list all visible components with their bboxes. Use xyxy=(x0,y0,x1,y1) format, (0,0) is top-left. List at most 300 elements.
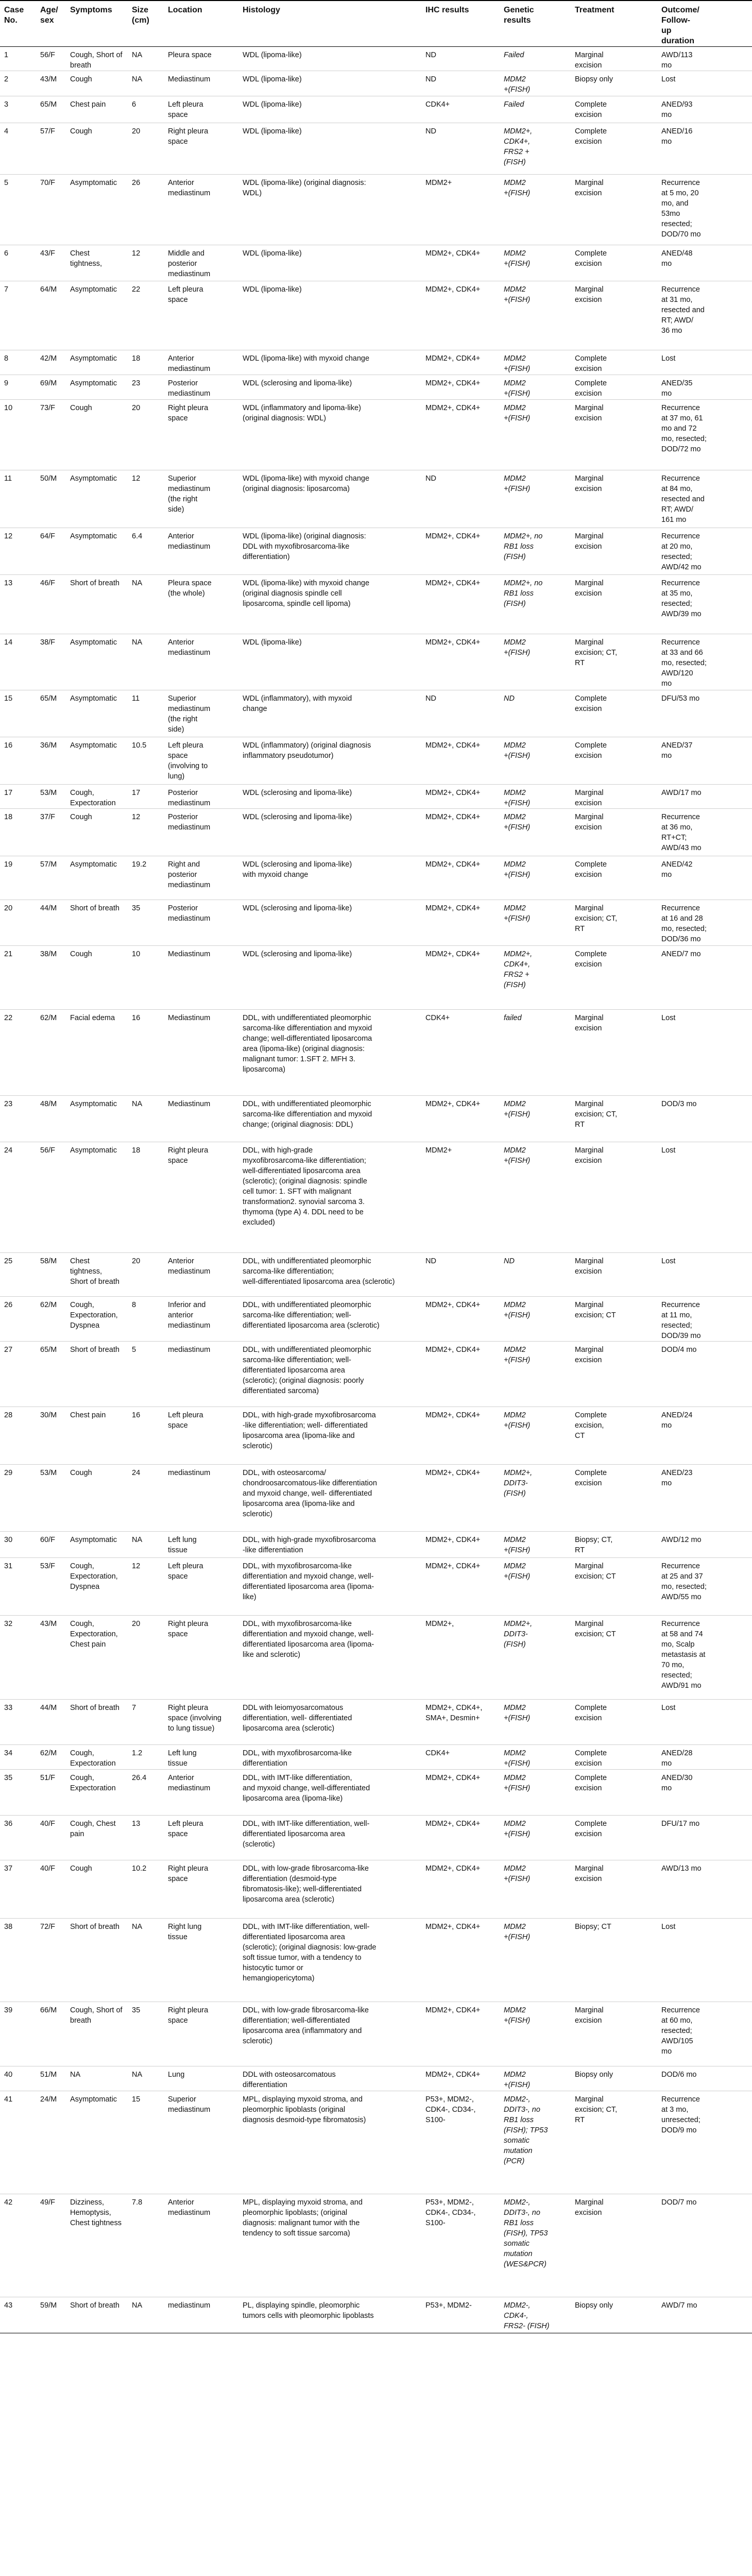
cell-symptoms: Asymptomatic xyxy=(66,2091,128,2194)
cell-treatment: Marginal excision xyxy=(571,1342,657,1407)
cell-ihc: MDM2+, CDK4+ xyxy=(421,1860,500,1919)
cell-size: 20 xyxy=(128,1253,164,1297)
cell-treatment: Marginal excision xyxy=(571,2002,657,2066)
cell-ihc: MDM2+, CDK4+ xyxy=(421,1297,500,1342)
table-row xyxy=(0,785,752,809)
cell-age-sex: 57/M xyxy=(36,856,66,900)
cell-case-no: 4 xyxy=(0,123,36,175)
table-row xyxy=(0,1919,752,2002)
cell-ihc: MDM2+, CDK4+ xyxy=(421,856,500,900)
cell-genetic: MDM2 +(FISH) xyxy=(500,350,571,375)
cell-outcome: ANED/48 mo xyxy=(657,245,752,281)
cell-case-no: 17 xyxy=(0,785,36,809)
cell-case-no: 24 xyxy=(0,1142,36,1253)
cell-outcome: AWD/113 mo xyxy=(657,47,752,71)
cell-treatment: Marginal excision xyxy=(571,1860,657,1919)
cell-ihc: MDM2+, CDK4+ xyxy=(421,2066,500,2091)
cell-genetic: MDM2 +(FISH) xyxy=(500,1142,571,1253)
cell-genetic: MDM2 +(FISH) xyxy=(500,400,571,470)
cell-age-sex: 53/F xyxy=(36,1558,66,1616)
cell-outcome: DOD/6 mo xyxy=(657,2066,752,2091)
header-case-no: Case No. xyxy=(0,1,36,47)
cell-ihc: MDM2+ xyxy=(421,1142,500,1253)
table-row xyxy=(0,2297,752,2333)
cell-histology: WDL (lipoma-like) xyxy=(238,634,421,690)
cell-age-sex: 30/M xyxy=(36,1407,66,1465)
cell-ihc: MDM2+, CDK4+ xyxy=(421,1407,500,1465)
cell-histology: DDL, with undifferentiated pleomorphic sarcoma-like differentiation and myxoid change; well-differentiated liposarcoma area (lipoma-like) (original diagnosis: malignant tumor: 1.SFT 2. MFH 3. liposarcoma) xyxy=(238,1010,421,1096)
cell-age-sex: 53/M xyxy=(36,1465,66,1532)
cell-size: 12 xyxy=(128,1558,164,1616)
cell-treatment: Biopsy only xyxy=(571,71,657,96)
cell-case-no: 30 xyxy=(0,1532,36,1558)
cell-symptoms: Cough xyxy=(66,809,128,856)
cell-outcome: ANED/16 mo xyxy=(657,123,752,175)
cell-ihc: ND xyxy=(421,690,500,737)
cell-ihc: MDM2+, CDK4+ xyxy=(421,785,500,809)
cell-genetic: MDM2 +(FISH) xyxy=(500,175,571,245)
cell-treatment: Complete excision xyxy=(571,1700,657,1745)
cell-treatment: Marginal excision xyxy=(571,281,657,350)
cell-size: 6.4 xyxy=(128,528,164,575)
cell-ihc: MDM2+, CDK4+ xyxy=(421,809,500,856)
cell-size: 10.5 xyxy=(128,737,164,785)
cell-location: Right pleura space xyxy=(164,2002,238,2066)
cell-case-no: 19 xyxy=(0,856,36,900)
cell-symptoms: Cough, Expectoration, Chest pain xyxy=(66,1616,128,1700)
cell-treatment: Complete excision xyxy=(571,350,657,375)
cell-symptoms: Asymptomatic xyxy=(66,175,128,245)
cell-ihc: MDM2+, CDK4+ xyxy=(421,1532,500,1558)
cell-age-sex: 40/F xyxy=(36,1816,66,1860)
cell-symptoms: Chest tightness, xyxy=(66,245,128,281)
cell-location: Anterior mediastinum xyxy=(164,1770,238,1816)
cell-symptoms: Asymptomatic xyxy=(66,690,128,737)
cell-outcome: DOD/7 mo xyxy=(657,2194,752,2297)
table-body xyxy=(0,47,752,2333)
cell-outcome: Lost xyxy=(657,1253,752,1297)
cell-genetic: MDM2 +(FISH) xyxy=(500,2002,571,2066)
cell-histology: DDL, with undifferentiated pleomorphic sarcoma-like differentiation; well- differentiated liposarcoma area (sclerotic); (original diagnosis: poorly differentiated sarcoma) xyxy=(238,1342,421,1407)
cell-treatment: Complete excision xyxy=(571,96,657,123)
cell-histology: DDL, with high-grade myxofibrosarcoma -like differentiation; well- differentiated liposarcoma area (lipoma-like and sclerotic) xyxy=(238,1407,421,1465)
cell-case-no: 5 xyxy=(0,175,36,245)
cell-genetic: MDM2 +(FISH) xyxy=(500,245,571,281)
cell-treatment: Marginal excision; CT, RT xyxy=(571,1096,657,1142)
cell-genetic: MDM2 +(FISH) xyxy=(500,71,571,96)
cell-size: NA xyxy=(128,575,164,634)
cell-histology: DDL, with IMT-like differentiation, and myxoid change, well-differentiated liposarcoma area (lipoma-like) xyxy=(238,1770,421,1816)
cell-histology: DDL, with undifferentiated pleomorphic sarcoma-like differentiation; well- differentiated liposarcoma area (sclerotic) xyxy=(238,1297,421,1342)
cell-genetic: ND xyxy=(500,690,571,737)
cell-outcome: DOD/3 mo xyxy=(657,1096,752,1142)
cell-genetic: MDM2 +(FISH) xyxy=(500,634,571,690)
cell-location: Left pleura space xyxy=(164,1558,238,1616)
cell-outcome: Lost xyxy=(657,1010,752,1096)
cell-age-sex: 36/M xyxy=(36,737,66,785)
cell-size: 26.4 xyxy=(128,1770,164,1816)
cell-genetic: MDM2 +(FISH) xyxy=(500,1700,571,1745)
cell-treatment: Complete excision, CT xyxy=(571,1407,657,1465)
cell-outcome: ANED/23 mo xyxy=(657,1465,752,1532)
table-row xyxy=(0,1745,752,1770)
cell-symptoms: Short of breath xyxy=(66,575,128,634)
cell-histology: DDL, with undifferentiated pleomorphic sarcoma-like differentiation; well-differentiated liposarcoma area (sclerotic) xyxy=(238,1253,421,1297)
cell-location: Posterior mediastinum xyxy=(164,809,238,856)
table-row xyxy=(0,575,752,634)
cell-size: 12 xyxy=(128,809,164,856)
cell-location: Mediastinum xyxy=(164,71,238,96)
cell-age-sex: 43/M xyxy=(36,1616,66,1700)
cell-case-no: 13 xyxy=(0,575,36,634)
cell-genetic: MDM2 +(FISH) xyxy=(500,1297,571,1342)
cell-symptoms: Asymptomatic xyxy=(66,350,128,375)
cell-ihc: MDM2+, CDK4+ xyxy=(421,281,500,350)
cell-symptoms: Facial edema xyxy=(66,1010,128,1096)
cell-histology: DDL with osteosarcomatous differentiation xyxy=(238,2066,421,2091)
cell-location: Pleura space (the whole) xyxy=(164,575,238,634)
table-row xyxy=(0,2194,752,2297)
cell-size: 18 xyxy=(128,1142,164,1253)
cell-ihc: MDM2+, CDK4+ xyxy=(421,900,500,946)
cell-ihc: MDM2+, CDK4+ xyxy=(421,1342,500,1407)
cell-location: Posterior mediastinum xyxy=(164,785,238,809)
cell-location: Anterior mediastinum xyxy=(164,528,238,575)
header-histology: Histology xyxy=(238,1,421,47)
cell-ihc: MDM2+, CDK4+ xyxy=(421,1096,500,1142)
table-row xyxy=(0,1010,752,1096)
cell-location: Left pleura space xyxy=(164,1407,238,1465)
cell-histology: DDL, with osteosarcoma/ chondroosarcomatous-like differentiation and myxoid change, well- differentiated liposarcoma area (lipoma-like and sclerotic) xyxy=(238,1465,421,1532)
cell-treatment: Marginal excision; CT, RT xyxy=(571,2091,657,2194)
cell-outcome: Recurrence at 5 mo, 20 mo, and 53mo resected; DOD/70 mo xyxy=(657,175,752,245)
cell-genetic: MDM2 +(FISH) xyxy=(500,1558,571,1616)
cell-genetic: failed xyxy=(500,1010,571,1096)
cell-histology: WDL (sclerosing and lipoma-like) xyxy=(238,375,421,400)
cell-size: NA xyxy=(128,1096,164,1142)
cell-symptoms: Cough, Short of breath xyxy=(66,47,128,71)
cell-symptoms: Asymptomatic xyxy=(66,470,128,528)
cell-symptoms: Asymptomatic xyxy=(66,634,128,690)
cell-symptoms: Cough, Expectoration, Dyspnea xyxy=(66,1297,128,1342)
cell-location: Posterior mediastinum xyxy=(164,900,238,946)
cell-location: Right and posterior mediastinum xyxy=(164,856,238,900)
cell-location: Mediastinum xyxy=(164,1096,238,1142)
table-row xyxy=(0,175,752,245)
table-row xyxy=(0,809,752,856)
cell-treatment: Marginal excision xyxy=(571,809,657,856)
cell-outcome: Lost xyxy=(657,71,752,96)
cell-histology: WDL (lipoma-like) with myxoid change xyxy=(238,350,421,375)
cell-ihc: CDK4+ xyxy=(421,96,500,123)
cell-histology: DDL, with IMT-like differentiation, well- differentiated liposarcoma area (sclerotic) xyxy=(238,1816,421,1860)
cell-location: Superior mediastinum (the right side) xyxy=(164,470,238,528)
cell-location: Anterior mediastinum xyxy=(164,2194,238,2297)
cell-ihc: P53+, MDM2-, CDK4-, CD34-, S100- xyxy=(421,2091,500,2194)
cell-genetic: MDM2 +(FISH) xyxy=(500,1407,571,1465)
cell-age-sex: 64/M xyxy=(36,281,66,350)
header-row xyxy=(0,1,752,47)
cell-outcome: Recurrence at 25 and 37 mo, resected; AWD/55 mo xyxy=(657,1558,752,1616)
cell-location: Right pleura space xyxy=(164,123,238,175)
cell-outcome: AWD/17 mo xyxy=(657,785,752,809)
cell-treatment: Biopsy; CT xyxy=(571,1919,657,2002)
cell-histology: WDL (lipoma-like) with myxoid change (original diagnosis spindle cell liposarcoma, spindle cell lipoma) xyxy=(238,575,421,634)
cell-ihc: CDK4+ xyxy=(421,1745,500,1770)
cell-location: Right pleura space xyxy=(164,400,238,470)
cell-symptoms: Cough xyxy=(66,1860,128,1919)
cell-case-no: 1 xyxy=(0,47,36,71)
cell-histology: DDL, with undifferentiated pleomorphic sarcoma-like differentiation and myxoid change; (original diagnosis: DDL) xyxy=(238,1096,421,1142)
cell-ihc: MDM2+, CDK4+ xyxy=(421,575,500,634)
cell-case-no: 34 xyxy=(0,1745,36,1770)
cell-ihc: MDM2+, xyxy=(421,1616,500,1700)
cell-outcome: Recurrence at 58 and 74 mo, Scalp metastasis at 70 mo, resected; AWD/91 mo xyxy=(657,1616,752,1700)
cell-histology: DDL, with low-grade fibrosarcoma-like differentiation; well-differentiated liposarcoma area (inflammatory and sclerotic) xyxy=(238,2002,421,2066)
cell-age-sex: 57/F xyxy=(36,123,66,175)
cell-symptoms: Cough, Expectoration xyxy=(66,1745,128,1770)
cell-outcome: Recurrence at 11 mo, resected; DOD/39 mo xyxy=(657,1297,752,1342)
cell-location: Right pleura space (involving to lung tissue) xyxy=(164,1700,238,1745)
cell-genetic: MDM2 +(FISH) xyxy=(500,1816,571,1860)
table-row xyxy=(0,1407,752,1465)
cell-symptoms: Asymptomatic xyxy=(66,1142,128,1253)
header-size: Size (cm) xyxy=(128,1,164,47)
cell-outcome: Recurrence at 20 mo, resected; AWD/42 mo xyxy=(657,528,752,575)
cell-case-no: 40 xyxy=(0,2066,36,2091)
cell-age-sex: 65/M xyxy=(36,1342,66,1407)
cell-histology: WDL (sclerosing and lipoma-like) xyxy=(238,785,421,809)
cell-genetic: MDM2+, CDK4+, FRS2 + (FISH) xyxy=(500,123,571,175)
cell-ihc: ND xyxy=(421,470,500,528)
cell-treatment: Marginal excision xyxy=(571,1142,657,1253)
cell-outcome: AWD/12 mo xyxy=(657,1532,752,1558)
cell-location: Left lung tissue xyxy=(164,1532,238,1558)
cell-treatment: Complete excision xyxy=(571,1770,657,1816)
cell-treatment: Marginal excision xyxy=(571,2194,657,2297)
cell-size: 24 xyxy=(128,1465,164,1532)
cell-treatment: Complete excision xyxy=(571,1465,657,1532)
cell-case-no: 26 xyxy=(0,1297,36,1342)
cell-size: 18 xyxy=(128,350,164,375)
cell-outcome: ANED/93 mo xyxy=(657,96,752,123)
cell-age-sex: 70/F xyxy=(36,175,66,245)
cell-outcome: Recurrence at 36 mo, RT+CT; AWD/43 mo xyxy=(657,809,752,856)
cell-case-no: 27 xyxy=(0,1342,36,1407)
cell-genetic: ND xyxy=(500,1253,571,1297)
cell-symptoms: Asymptomatic xyxy=(66,375,128,400)
cell-symptoms: Cough, Expectoration xyxy=(66,1770,128,1816)
cell-treatment: Marginal excision xyxy=(571,1010,657,1096)
cell-age-sex: 62/M xyxy=(36,1297,66,1342)
cell-ihc: P53+, MDM2-, CDK4-, CD34-, S100- xyxy=(421,2194,500,2297)
cell-histology: WDL (inflammatory) (original diagnosis inflammatory pseudotumor) xyxy=(238,737,421,785)
cell-location: Right pleura space xyxy=(164,1860,238,1919)
cell-treatment: Marginal excision; CT xyxy=(571,1558,657,1616)
cell-outcome: ANED/24 mo xyxy=(657,1407,752,1465)
cell-outcome: DFU/53 mo xyxy=(657,690,752,737)
cell-histology: MPL, displaying myxoid stroma, and pleomorphic lipoblasts (original diagnosis desmoid-type fibromatosis) xyxy=(238,2091,421,2194)
cell-genetic: MDM2 +(FISH) xyxy=(500,1745,571,1770)
cell-genetic: Failed xyxy=(500,96,571,123)
cell-age-sex: 64/F xyxy=(36,528,66,575)
cell-size: 7 xyxy=(128,1700,164,1745)
cell-case-no: 37 xyxy=(0,1860,36,1919)
cell-symptoms: Asymptomatic xyxy=(66,528,128,575)
table-row xyxy=(0,690,752,737)
header-genetic: Genetic results xyxy=(500,1,571,47)
cell-size: 6 xyxy=(128,96,164,123)
cell-case-no: 35 xyxy=(0,1770,36,1816)
cell-age-sex: 43/M xyxy=(36,71,66,96)
cell-outcome: Lost xyxy=(657,1142,752,1253)
table-row xyxy=(0,1253,752,1297)
table-row xyxy=(0,350,752,375)
cell-case-no: 23 xyxy=(0,1096,36,1142)
header-location: Location xyxy=(164,1,238,47)
cell-treatment: Marginal excision xyxy=(571,47,657,71)
cell-symptoms: Short of breath xyxy=(66,2297,128,2333)
cell-size: 15 xyxy=(128,2091,164,2194)
cell-case-no: 43 xyxy=(0,2297,36,2333)
cell-outcome: ANED/37 mo xyxy=(657,737,752,785)
table-row xyxy=(0,2066,752,2091)
cell-treatment: Marginal excision xyxy=(571,1253,657,1297)
table-row xyxy=(0,123,752,175)
cell-treatment: Marginal excision xyxy=(571,528,657,575)
cell-age-sex: 73/F xyxy=(36,400,66,470)
table-row xyxy=(0,96,752,123)
cell-treatment: Complete excision xyxy=(571,245,657,281)
cell-outcome: ANED/28 mo xyxy=(657,1745,752,1770)
cell-symptoms: Asymptomatic xyxy=(66,1096,128,1142)
cell-case-no: 38 xyxy=(0,1919,36,2002)
cell-histology: DDL, with low-grade fibrosarcoma-like differentiation (desmoid-type fibromatosis-like); well-differentiated liposarcoma area (sclerotic) xyxy=(238,1860,421,1919)
cell-location: Right pleura space xyxy=(164,1616,238,1700)
cell-histology: DDL, with myxofibrosarcoma-like differentiation and myxoid change, well- differentiated liposarcoma area (lipoma- like) xyxy=(238,1558,421,1616)
cell-age-sex: 38/F xyxy=(36,634,66,690)
cell-size: 11 xyxy=(128,690,164,737)
cell-genetic: MDM2 +(FISH) xyxy=(500,737,571,785)
cell-treatment: Complete excision xyxy=(571,856,657,900)
cell-symptoms: Cough xyxy=(66,71,128,96)
cell-genetic: Failed xyxy=(500,47,571,71)
table-row xyxy=(0,946,752,1010)
table-row xyxy=(0,47,752,71)
cell-location: Anterior mediastinum xyxy=(164,634,238,690)
cell-age-sex: 72/F xyxy=(36,1919,66,2002)
cell-age-sex: 65/M xyxy=(36,690,66,737)
cell-size: 22 xyxy=(128,281,164,350)
cell-genetic: MDM2 +(FISH) xyxy=(500,1532,571,1558)
cell-size: 7.8 xyxy=(128,2194,164,2297)
cell-age-sex: 60/F xyxy=(36,1532,66,1558)
cell-ihc: MDM2+, CDK4+ xyxy=(421,634,500,690)
cell-outcome: ANED/35 mo xyxy=(657,375,752,400)
cell-location: Inferior and anterior mediastinum xyxy=(164,1297,238,1342)
cell-genetic: MDM2 +(FISH) xyxy=(500,1919,571,2002)
cell-treatment: Marginal excision; CT, RT xyxy=(571,634,657,690)
cell-outcome: Recurrence at 35 mo, resected; AWD/39 mo xyxy=(657,575,752,634)
cell-location: mediastinum xyxy=(164,2297,238,2333)
cell-age-sex: 65/M xyxy=(36,96,66,123)
cell-case-no: 32 xyxy=(0,1616,36,1700)
cell-outcome: Recurrence at 60 mo, resected; AWD/105 mo xyxy=(657,2002,752,2066)
cell-size: NA xyxy=(128,1919,164,2002)
cell-symptoms: Short of breath xyxy=(66,1700,128,1745)
cell-histology: DDL with leiomyosarcomatous differentiation, well- differentiated liposarcoma area (sclerotic) xyxy=(238,1700,421,1745)
table-row xyxy=(0,1532,752,1558)
cell-symptoms: Cough, Expectoration, Dyspnea xyxy=(66,1558,128,1616)
cell-outcome: Lost xyxy=(657,350,752,375)
cell-outcome: AWD/13 mo xyxy=(657,1860,752,1919)
cell-genetic: MDM2 +(FISH) xyxy=(500,1860,571,1919)
cell-genetic: MDM2+, DDIT3- (FISH) xyxy=(500,1465,571,1532)
cell-outcome: Recurrence at 16 and 28 mo, resected; DOD/36 mo xyxy=(657,900,752,946)
table-row xyxy=(0,1558,752,1616)
cell-histology: DDL, with high-grade myxofibrosarcoma-like differentiation; well-differentiated liposarcoma area (sclerotic); (original diagnosis: spindle cell tumor: 1. SFT with malignant transformation2. synovial sarcoma 3. thymoma (type A) 4. DDL need to be excluded) xyxy=(238,1142,421,1253)
cell-size: 35 xyxy=(128,2002,164,2066)
cell-ihc: MDM2+ xyxy=(421,175,500,245)
cell-location: Pleura space xyxy=(164,47,238,71)
cell-age-sex: 59/M xyxy=(36,2297,66,2333)
cell-histology: DDL, with myxofibrosarcoma-like differentiation and myxoid change, well- differentiated liposarcoma area (lipoma- like and sclerotic) xyxy=(238,1616,421,1700)
cell-size: 17 xyxy=(128,785,164,809)
cell-outcome: Recurrence at 3 mo, unresected; DOD/9 mo xyxy=(657,2091,752,2194)
cell-location: Anterior mediastinum xyxy=(164,350,238,375)
cell-outcome: Recurrence at 84 mo, resected and RT; AWD/ 161 mo xyxy=(657,470,752,528)
cell-location: Left pleura space xyxy=(164,1816,238,1860)
table-row xyxy=(0,1342,752,1407)
cell-age-sex: 53/M xyxy=(36,785,66,809)
cell-case-no: 36 xyxy=(0,1816,36,1860)
cell-location: Middle and posterior mediastinum xyxy=(164,245,238,281)
table-row xyxy=(0,470,752,528)
cell-case-no: 11 xyxy=(0,470,36,528)
cell-size: 10.2 xyxy=(128,1860,164,1919)
cell-symptoms: Cough xyxy=(66,123,128,175)
table-row xyxy=(0,1297,752,1342)
cell-size: 20 xyxy=(128,400,164,470)
cell-location: Left pleura space xyxy=(164,281,238,350)
cell-location: Mediastinum xyxy=(164,1010,238,1096)
cell-location: Right lung tissue xyxy=(164,1919,238,2002)
cell-genetic: MDM2 +(FISH) xyxy=(500,2066,571,2091)
cell-age-sex: 42/M xyxy=(36,350,66,375)
table-row xyxy=(0,281,752,350)
cell-outcome: AWD/7 mo xyxy=(657,2297,752,2333)
header-outcome: Outcome/ Follow- up duration xyxy=(657,1,752,47)
cell-histology: DDL, with IMT-like differentiation, well- differentiated liposarcoma area (sclerotic); (original diagnosis: low-grade soft tissue tumor, with a tendency to histocytic tumor or hemangiopericytoma) xyxy=(238,1919,421,2002)
cell-age-sex: 37/F xyxy=(36,809,66,856)
cell-symptoms: Cough xyxy=(66,946,128,1010)
cell-treatment: Biopsy only xyxy=(571,2066,657,2091)
cell-histology: WDL (sclerosing and lipoma-like) with myxoid change xyxy=(238,856,421,900)
cell-histology: WDL (sclerosing and lipoma-like) xyxy=(238,946,421,1010)
cell-ihc: MDM2+, CDK4+ xyxy=(421,1558,500,1616)
table-row xyxy=(0,1816,752,1860)
cell-ihc: ND xyxy=(421,71,500,96)
cell-size: NA xyxy=(128,2066,164,2091)
cell-ihc: MDM2+, CDK4+ xyxy=(421,1919,500,2002)
cell-case-no: 21 xyxy=(0,946,36,1010)
cell-genetic: MDM2 +(FISH) xyxy=(500,375,571,400)
cell-age-sex: 56/F xyxy=(36,1142,66,1253)
cell-size: 10 xyxy=(128,946,164,1010)
cell-genetic: MDM2 +(FISH) xyxy=(500,1096,571,1142)
cell-histology: WDL (sclerosing and lipoma-like) xyxy=(238,900,421,946)
table-row xyxy=(0,1096,752,1142)
